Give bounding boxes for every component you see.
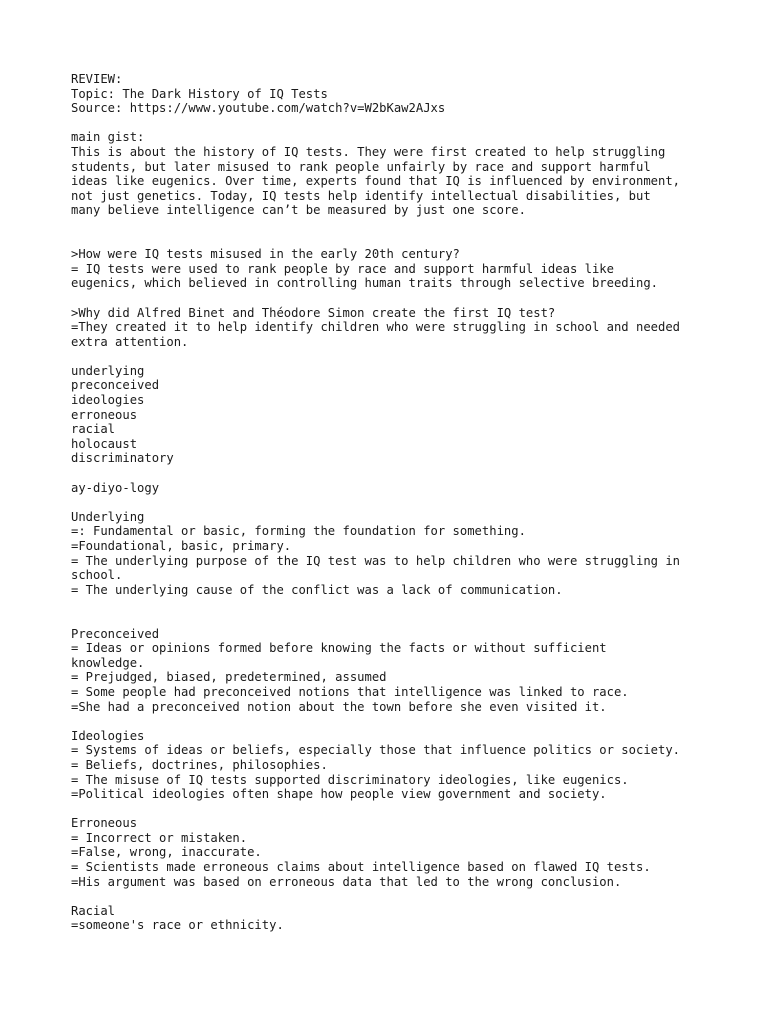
text-line: = IQ tests were used to rank people by race and support harmful ideas like xyxy=(71,261,614,276)
text-line: many believe intelligence can’t be measured by just one score. xyxy=(71,203,526,218)
blank-line xyxy=(71,889,731,904)
text-line: students, but later misused to rank people unfairly by race and support harmful xyxy=(71,159,651,174)
text-line: = Scientists made erroneous claims about intelligence based on flawed IQ tests. xyxy=(71,860,651,875)
text-line: = The underlying purpose of the IQ test was to help children who were struggling in xyxy=(71,553,681,568)
blank-line xyxy=(71,233,731,248)
text-line: holocaust xyxy=(71,436,138,451)
text-line: =Political ideologies often shape how people view government and society. xyxy=(71,787,607,802)
text-line: =His argument was based on erroneous data that led to the wrong conclusion. xyxy=(71,874,622,889)
text-line: =someone's race or ethnicity. xyxy=(71,918,284,933)
text-line: ideas like eugenics. Over time, experts found that IQ is influenced by environment, xyxy=(71,174,681,189)
text-line: Source: https://www.youtube.com/watch?v=W2bKaw2AJxs xyxy=(71,101,446,116)
text-line: Preconceived xyxy=(71,626,160,641)
text-line: =False, wrong, inaccurate. xyxy=(71,845,262,860)
text-line: eugenics, which believed in controlling human traits through selective breeding. xyxy=(71,276,658,291)
text-line: = Prejudged, biased, predetermined, assumed xyxy=(71,670,387,685)
document-body xyxy=(71,72,731,933)
blank-line xyxy=(71,612,731,627)
text-line: = The misuse of IQ tests supported discriminatory ideologies, like eugenics. xyxy=(71,772,629,787)
text-line: = Systems of ideas or beliefs, especially those that influence politics or society. xyxy=(71,743,681,758)
text-line: main gist: xyxy=(71,130,145,145)
text-line: Topic: The Dark History of IQ Tests xyxy=(71,86,328,101)
text-line: preconceived xyxy=(71,378,160,393)
text-line: extra attention. xyxy=(71,334,189,349)
text-line: =: Fundamental or basic, forming the foundation for something. xyxy=(71,524,526,539)
text-line: = Some people had preconceived notions that intelligence was linked to race. xyxy=(71,684,629,699)
text-line: This is about the history of IQ tests. They were first created to help struggling xyxy=(71,144,666,159)
text-line: not just genetics. Today, IQ tests help identify intellectual disabilities, but xyxy=(71,188,651,203)
text-line: = The underlying cause of the conflict was a lack of communication. xyxy=(71,582,563,597)
text-line: >Why did Alfred Binet and Théodore Simon create the first IQ test? xyxy=(71,305,556,320)
text-line: =She had a preconceived notion about the town before she even visited it. xyxy=(71,699,607,714)
text-line: racial xyxy=(71,422,116,437)
blank-line xyxy=(71,218,731,233)
blank-line xyxy=(71,349,731,364)
text-line: =They created it to help identify children who were struggling in school and needed xyxy=(71,320,681,335)
text-line: underlying xyxy=(71,363,145,378)
text-line: erroneous xyxy=(71,407,138,422)
text-line: Underlying xyxy=(71,509,145,524)
text-line: Ideologies xyxy=(71,728,145,743)
text-line: ay-diyo-logy xyxy=(71,480,160,495)
text-line: =Foundational, basic, primary. xyxy=(71,539,292,553)
blank-line xyxy=(71,714,731,729)
text-line: REVIEW: xyxy=(71,72,123,86)
text-line: school. xyxy=(71,568,123,583)
text-line: >How were IQ tests misused in the early 20th century? xyxy=(71,247,460,262)
blank-line xyxy=(71,495,731,510)
blank-line xyxy=(71,116,731,131)
text-line: Erroneous xyxy=(71,816,138,831)
blank-line xyxy=(71,802,731,817)
blank-line xyxy=(71,466,731,481)
text-line: = Beliefs, doctrines, philosophies. xyxy=(71,757,328,772)
text-line: knowledge. xyxy=(71,655,145,670)
text-line: = Incorrect or mistaken. xyxy=(71,830,248,845)
text-line: Racial xyxy=(71,903,116,918)
blank-line xyxy=(71,597,731,612)
text-line: = Ideas or opinions formed before knowing the facts or without sufficient xyxy=(71,641,607,656)
text-line: discriminatory xyxy=(71,451,174,466)
blank-line xyxy=(71,291,731,306)
text-line: ideologies xyxy=(71,393,145,408)
